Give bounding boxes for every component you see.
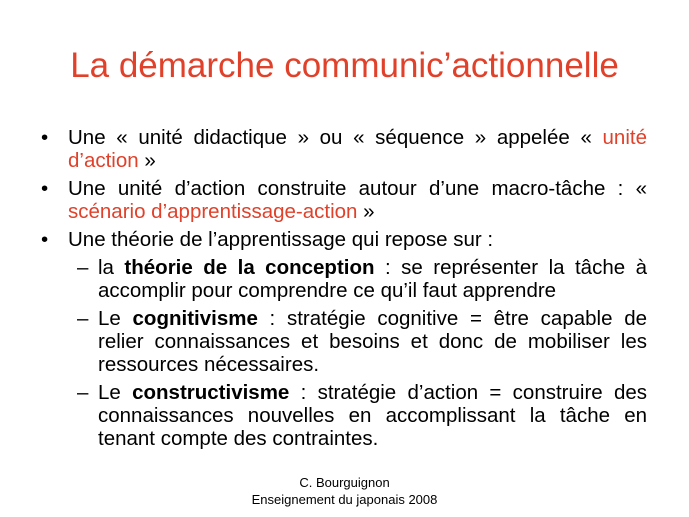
- sub-item-1-term: théorie de la conception: [124, 256, 375, 279]
- sub-item-2-prefix: Le: [98, 307, 133, 330]
- bullet-item-1-suffix: »: [138, 149, 156, 172]
- sub-item-3-prefix: Le: [98, 381, 133, 404]
- sub-item-2-term: cognitivisme: [132, 307, 258, 330]
- sub-item-2-text: : stratégie cognitive = être capable de relier connaissances et besoins et donc de mobiliser les ressources nécessaires.: [98, 307, 648, 376]
- dash-icon: –: [77, 307, 89, 330]
- bullet-item-3: [41, 228, 647, 251]
- bullet-icon: •: [41, 228, 49, 251]
- bullet-item-1: [41, 126, 647, 172]
- bullet-icon: •: [41, 177, 49, 200]
- bullet-icon: •: [41, 126, 49, 149]
- sub-item-1: [77, 256, 647, 302]
- bullet-item-2-text: Une unité d’action construite autour d’une macro-tâche : «: [68, 177, 647, 200]
- bullet-item-2-highlight: scénario d’apprentissage-action: [68, 200, 358, 223]
- sub-item-2: [77, 307, 647, 376]
- sub-item-3-text: : stratégie d’action = construire des connaissances nouvelles en accomplissant la tâche en tenant compte des contraintes.: [98, 381, 648, 450]
- sub-item-3: [77, 381, 647, 450]
- sub-item-1-text: : se représenter la tâche à accomplir pour comprendre ce qu’il faut apprendre: [98, 256, 648, 302]
- dash-icon: –: [77, 381, 89, 404]
- bullet-item-2-suffix: »: [357, 200, 375, 223]
- slide-footer: [0, 474, 689, 508]
- bullet-item-1-highlight: unité d’action: [68, 126, 647, 172]
- dash-icon: –: [77, 256, 89, 279]
- sub-item-1-prefix: la: [98, 256, 125, 279]
- bullet-item-3-text: Une théorie de l’apprentissage qui repose sur :: [68, 228, 494, 251]
- sub-item-3-term: constructivisme: [132, 381, 290, 404]
- bullet-item-2: [41, 177, 647, 223]
- footer-course: Enseignement du japonais 2008: [251, 492, 438, 507]
- slide-body: [41, 126, 647, 455]
- slide-title: La démarche communic’actionnelle: [70, 46, 619, 85]
- bullet-item-1-text: Une « unité didactique » ou « séquence » appelée «: [68, 126, 603, 149]
- footer-author: C. Bourguignon: [299, 475, 390, 490]
